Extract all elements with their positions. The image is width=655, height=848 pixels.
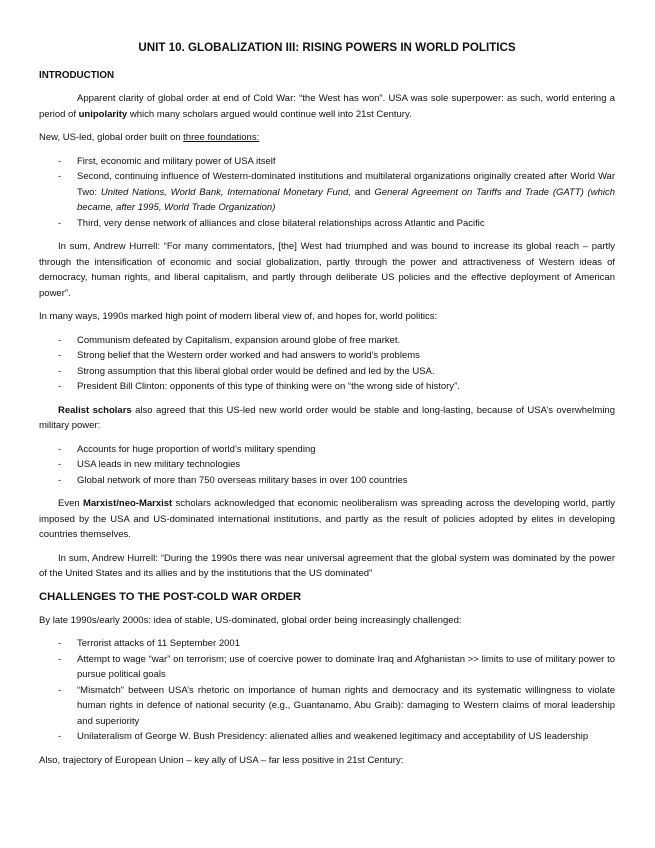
liberal-view-paragraph: In many ways, 1990s marked high point of modern liberal view of, and hopes for, world politics: [39,311,438,322]
military-power-list [39,442,615,489]
unipolarity-term: unipolarity [78,108,128,120]
foundations-list [39,154,615,232]
list-item: - Accounts for huge proportion of world’s military spending [39,442,615,458]
realist-paragraph: Realist scholars also agreed that this US-led new world order would be stable and long-lasting, because of USA’s overwhelming military power: [39,404,616,431]
hurrell-summary-paragraph: In sum, Andrew Hurrell: “During the 1990s there was near universal agreement that the global system was dominated by the power of the United States and its allies and by the institutions that the US dominated” [39,552,615,579]
list-item: - Second, continuing influence of Western-dominated institutions and multilateral organizations originally created after World War Two: United Nations, World Bank, International Monetary Fund, and General Agreement on Tariffs and Trade (GATT) (which became, after 1995, World Trade Organization) [39,169,615,216]
list-item: - First, economic and military power of USA itself [39,154,615,170]
page-title: UNIT 10. GLOBALIZATION III: RISING POWERS IN WORLD POLITICS [138,41,516,54]
liberal-view-list [39,333,615,395]
introduction-heading: INTRODUCTION [39,70,115,81]
list-item: - Third, very dense network of alliances and close bilateral relationships across Atlantic and Pacific [39,216,615,232]
intro-paragraph: Apparent clarity of global order at end of Cold War: “the West has won”. USA was sole superpower: as such, world entering a period of unipolarity which many scholars argued would continue well into 21st Century. [39,93,615,120]
list-item: - Global network of more than 750 overseas military bases in over 100 countries [39,473,615,489]
list-item: - Unilateralism of George W. Bush Presidency: alienated allies and weakened legitimacy and acceptability of US leadership [39,729,615,745]
marxist-term: Marxist/neo-Marxist [82,498,173,509]
list-item: - Terrorist attacks of 11 September 2001 [39,636,615,652]
list-item: - Attempt to wage “war” on terrorism; use of coercive power to dominate Iraq and Afghanistan >> limits to use of military power to pursue political goals [39,652,615,683]
eu-paragraph: Also, trajectory of European Union – key ally of USA – far less positive in 21st Century: [39,754,404,766]
three-foundations-term: three foundations: [183,132,260,143]
realist-scholars-term: Realist scholars [58,404,132,416]
challenges-list [39,636,615,745]
list-item: - “Mismatch” between USA’s rhetoric on importance of human rights and democracy and its systematic willingness to violate human rights in defence of national security (e.g., Guantanamo, Abu Graib): damaging to Western claims of moral leadership and superiority [39,683,615,730]
list-item: - President Bill Clinton: opponents of this type of thinking were on “the wrong side of history”. [39,379,615,395]
marxist-paragraph: Even Marxist/neo-Marxist scholars acknowledged that economic neoliberalism was spreading across the developing world, partly imposed by the USA and US-dominated international institutions, and partly as the result of policies adopted by elites in developing countries themselves. [39,498,616,540]
list-item: - USA leads in new military technologies [39,457,615,473]
hurrell-quote-paragraph: In sum, Andrew Hurrell: “For many commentators, [the] West had triumphed and was bound to increase its global reach – partly through the intensification of economic and social globalization, partly through the power and attractiveness of Western ideas of democracy, human rights, and liberal capitalism, and partly through deliberate US policies and the effective deployment of American power”. [39,241,615,299]
list-item: - Strong assumption that this liberal global order would be defined and led by the USA. [39,364,615,380]
list-item: - Communism defeated by Capitalism, expansion around globe of free market. [39,333,615,349]
challenges-heading: CHALLENGES TO THE POST-COLD WAR ORDER [39,590,302,603]
foundations-paragraph: New, US-led, global order built on three foundations: [39,132,260,143]
list-item: - Strong belief that the Western order worked and had answers to world’s problems [39,348,615,364]
challenges-paragraph: By late 1990s/early 2000s: idea of stable, US-dominated, global order being increasingly challenged: [39,614,462,626]
